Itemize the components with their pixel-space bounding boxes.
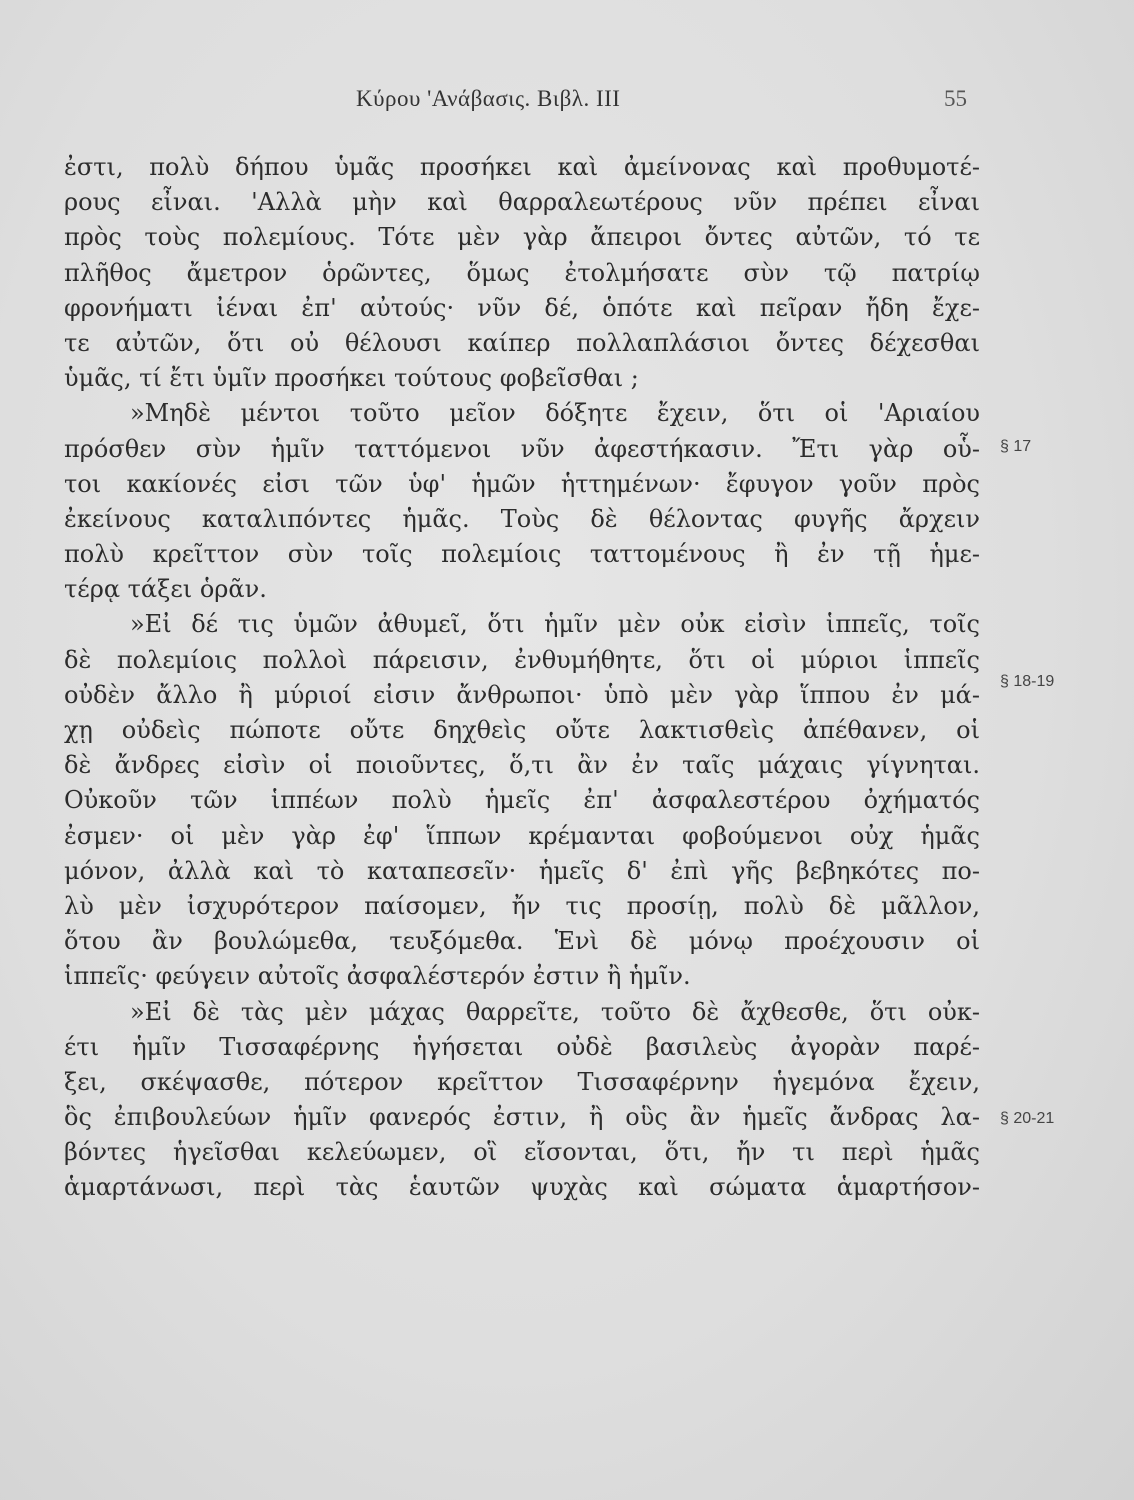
text-line: πλῆθος ἄμετρον ὁρῶντες, ὅμως ἐτολμήσατε σὺν τῷ πατρίῳ [64,258,980,287]
text-line: βόντες ἡγεῖσθαι κελεύωμεν, οἳ εἴσονται, ὅτι, ἤν τι περὶ ἡμᾶς [64,1138,980,1167]
margin-note-section-18-19: § 18-19 [1000,673,1055,690]
text-line: ἐστι, πολὺ δήπου ὑμᾶς προσήκει καὶ ἀμείνονας καὶ προθυμοτέ- [64,153,980,181]
text-line: λὺ μὲν ἰσχυρότερον παίσομεν, ἤν τις προσίῃ, πολὺ δὲ μᾶλλον, [64,891,980,920]
text-line: τοι κακίονές εἰσι τῶν ὑφ' ἡμῶν ἡττημένων· ἔφυγον γοῦν πρὸς [64,469,980,498]
margin-note-section-17: § 17 [1000,438,1032,455]
text-line: πολὺ κρεῖττον σὺν τοῖς πολεμίοις ταττομένους ἢ ἐν τῇ ἡμε- [64,540,980,569]
text-line: ἁμαρτάνωσι, περὶ τὰς ἑαυτῶν ψυχὰς καὶ σώματα ἁμαρτήσον- [64,1173,980,1202]
text-line: ἐσμεν· οἱ μὲν γὰρ ἐφ' ἵππων κρέμανται φοβούμενοι οὐχ ἡμᾶς [64,821,980,850]
text-line: τε αὐτῶν, ὅτι οὐ θέλουσι καίπερ πολλαπλάσιοι ὄντες δέχεσθαι [64,328,980,357]
text-line: έτι ἡμῖν Τισσαφέρνης ἡγήσεται οὐδὲ βασιλεὺς ἀγορὰν παρέ- [64,1032,980,1061]
text-line: ἱππεῖς· φεύγειν αὐτοῖς ἀσφαλέστερόν ἐστιν ἢ ἡμῖν. [64,962,691,991]
text-line: χῃ οὐδεὶς πώποτε οὔτε δηχθεὶς οὔτε λακτισθεὶς ἀπέθανεν, οἱ [64,716,980,744]
text-line: ὑμᾶς, τί ἔτι ὑμῖν προσήκει τούτους φοβεῖσθαι ; [64,364,639,393]
text-line: ξει, σκέψασθε, πότερον κρεῖττον Τισσαφέρνην ἡγεμόνα ἔχειν, [64,1067,980,1096]
text-line: μόνον, ἀλλὰ καὶ τὸ καταπεσεῖν· ἡμεῖς δ' ἐπὶ γῆς βεβηκότες πο- [64,856,980,885]
text-line: οὐδὲν ἄλλο ἢ μύριοί εἰσιν ἄνθρωποι· ὑπὸ μὲν γὰρ ἵππου ἐν μά- [64,680,980,709]
text-line: ὃς ἐπιβουλεύων ἡμῖν φανερός ἐστιν, ἢ οὓς ἂν ἡμεῖς ἄνδρας λα- [64,1103,980,1132]
text-line: Οὐκοῦν τῶν ἱππέων πολὺ ἡμεῖς ἐπ' ἀσφαλεστέρου ὀχήματός [64,786,980,815]
paragraph-start-line: »Εἰ δὲ τὰς μὲν μάχας θαρρεῖτε, τοῦτο δὲ ἄχθεσθε, ὅτι οὐκ- [130,997,980,1026]
running-title: Κύρου 'Ανάβασις. Βιβλ. III [356,86,621,111]
text-line: ἐκείνους καταλιπόντες ἡμᾶς. Τοὺς δὲ θέλοντας φυγῆς ἄρχειν [64,504,980,533]
text-line: δὲ πολεμίοις πολλοὶ πάρεισιν, ἐνθυμήθητε, ὅτι οἱ μύριοι ἱππεῖς [64,645,980,674]
text-line: φρονήματι ἰέναι ἐπ' αὐτούς· νῦν δέ, ὁπότε καὶ πεῖραν ἤδη ἔχε- [64,293,980,322]
page-number: 55 [944,86,967,111]
paragraph-start-line: »Εἰ δέ τις ὑμῶν ἀθυμεῖ, ὅτι ἡμῖν μὲν οὐκ εἰσὶν ἱππεῖς, τοῖς [130,610,980,639]
text-line: πρὸς τοὺς πολεμίους. Τότε μὲν γὰρ ἄπειροι ὄντες αὐτῶν, τό τε [64,223,980,252]
text-line: ρους εἶναι. 'Αλλὰ μὴν καὶ θαρραλεωτέρους νῦν πρέπει εἶναι [64,188,980,217]
text-line: πρόσθεν σὺν ἡμῖν ταττόμενοι νῦν ἀφεστήκασιν. Ἔτι γὰρ οὗ- [64,434,980,463]
text-line: δὲ ἄνδρες εἰσὶν οἱ ποιοῦντες, ὅ,τι ἂν ἐν ταῖς μάχαις γίγνηται. [64,751,980,780]
body-text [64,150,980,1206]
margin-note-section-20-21: § 20-21 [1000,1110,1055,1127]
paragraph-start-line: »Μηδὲ μέντοι τοῦτο μεῖον δόξητε ἔχειν, ὅτι οἱ 'Αριαίου [130,399,980,428]
text-line: τέρᾳ τάξει ὁρᾶν. [64,575,267,604]
text-line: ὅτου ἂν βουλώμεθα, τευξόμεθα. Ἑνὶ δὲ μόνῳ προέχουσιν οἱ [64,927,980,956]
